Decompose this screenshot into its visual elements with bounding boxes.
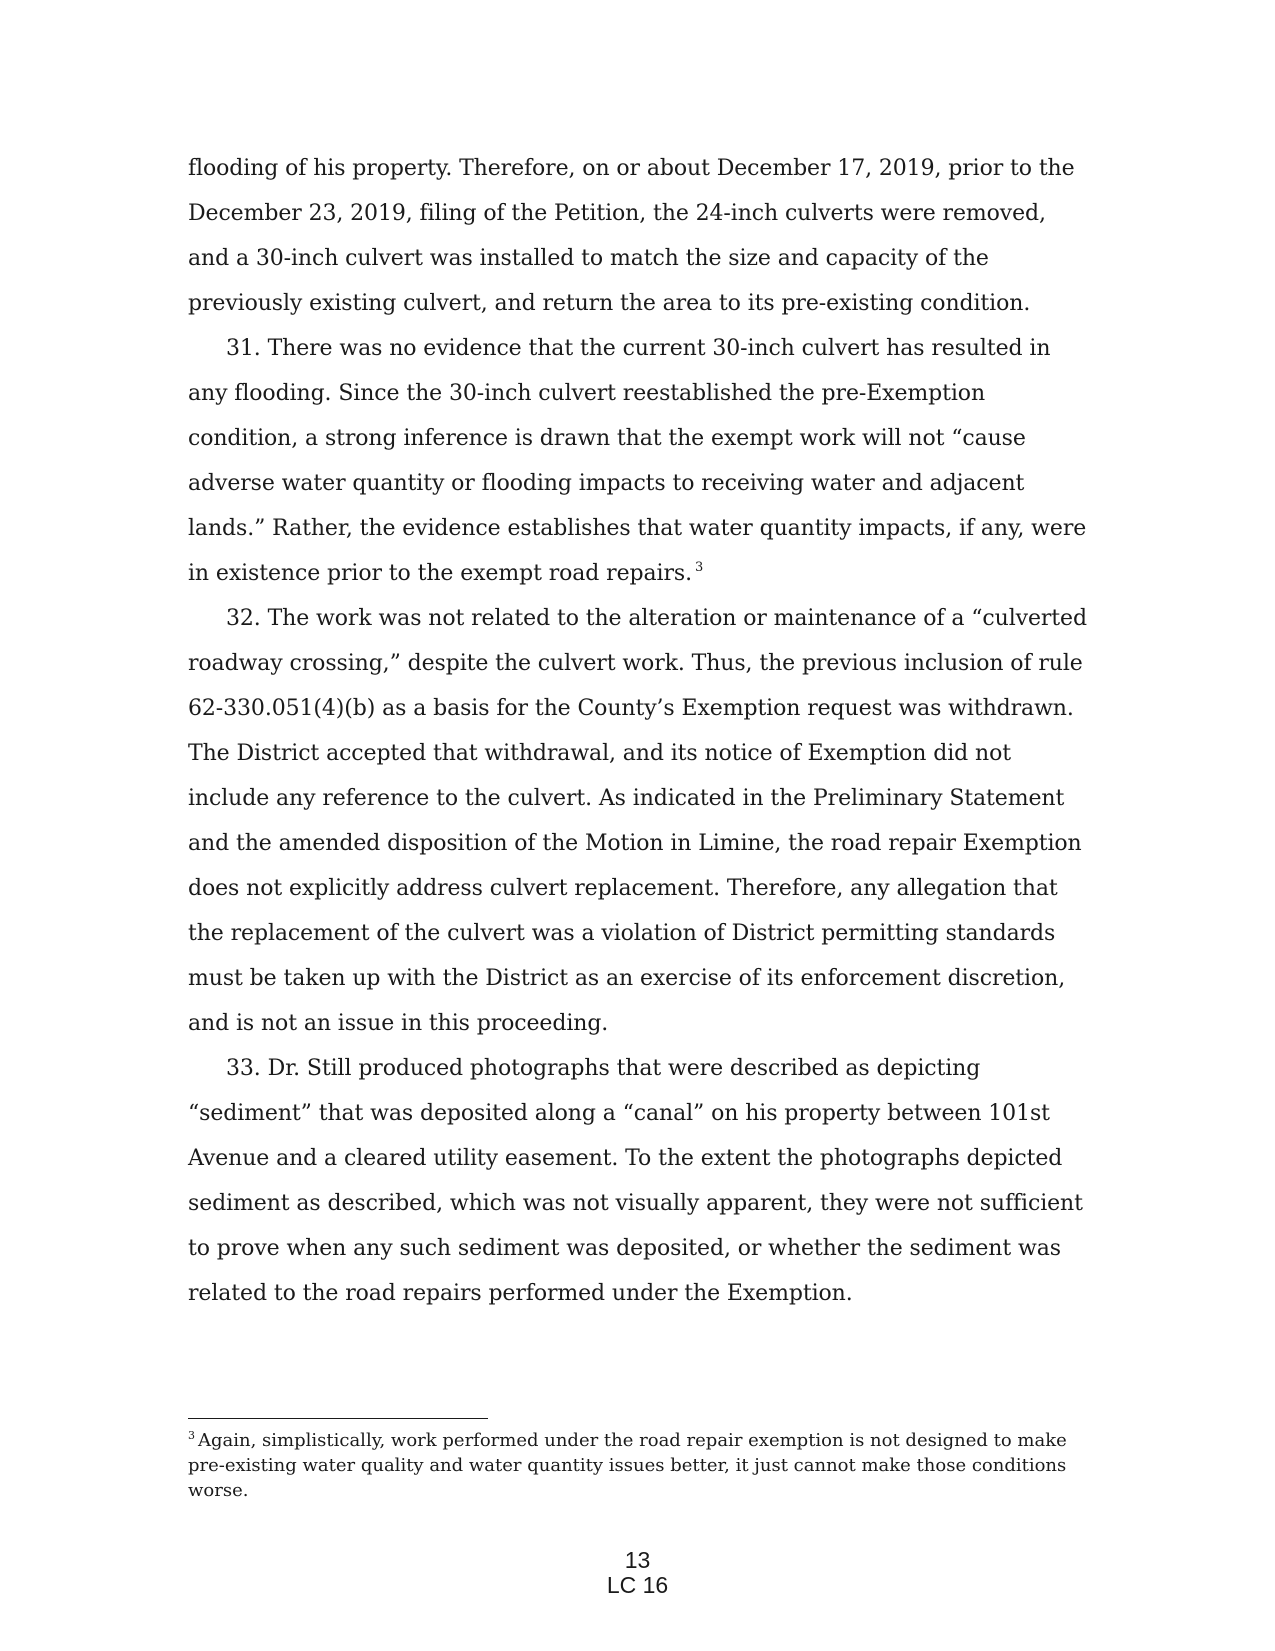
paragraph-30-continuation: flooding of his property. Therefore, on or about December 17, 2019, prior to the December 23, 2019, filing of the Petition, the 24-inch culverts were removed, and a 30-inch culvert was installed to match the size and capacity of the previously existing culvert, and return the area to its pre-existing condition. — [188, 156, 1075, 316]
footnote-text: Again, simplistically, work performed under the road repair exemption is not designed to make pre-existing water quality and water quantity issues better, it just cannot make those conditions worse. — [188, 1430, 1067, 1501]
footnote-divider — [188, 1418, 488, 1419]
footnote-3 — [188, 1428, 1088, 1503]
page-number: 13 — [624, 1547, 651, 1573]
document-code: LC 16 — [606, 1572, 669, 1598]
paragraph-32: 32. The work was not related to the alteration or maintenance of a “culverted roadway crossing,” despite the culvert work. Thus, the previous inclusion of rule 62-330.051(4)(b) as a basis for the County’s Exemption request was withdrawn. The District accepted that withdrawal, and its notice of Exemption did not include any reference to the culvert. As indicated in the Preliminary Statement and the amended disposition of the Motion in Limine, the road repair Exemption does not explicitly address culvert replacement. Therefore, any allegation that the replacement of the culvert was a violation of District permitting standards must be taken up with the District as an exercise of its enforcement discretion, and is not an issue in this proceeding. — [188, 606, 1087, 1036]
footnote-reference-3: 3 — [694, 560, 704, 575]
footnote-number: 3 — [188, 1429, 195, 1442]
body-text — [188, 146, 1088, 1316]
paragraph-31 — [188, 326, 1088, 596]
paragraph-31-text: 31. There was no evidence that the current 30-inch culvert has resulted in any flooding. Since the 30-inch culvert reestablished the pre-Exemption condition, a strong inference is drawn that the exempt work will not “cause adverse water quantity or flooding impacts to receiving water and adjacent lands.” Rather, the evidence establishes that water quantity impacts, if any, were in existence prior to the exempt road repairs. — [188, 336, 1087, 586]
paragraph-33: 33. Dr. Still produced photographs that were described as depicting “sediment” that was deposited along a “canal” on his property between 101st Avenue and a cleared utility easement. To the extent the photographs depicted sediment as described, which was not visually apparent, they were not sufficient to prove when any such sediment was deposited, or whether the sediment was related to the road repairs performed under the Exemption. — [188, 1056, 1083, 1306]
